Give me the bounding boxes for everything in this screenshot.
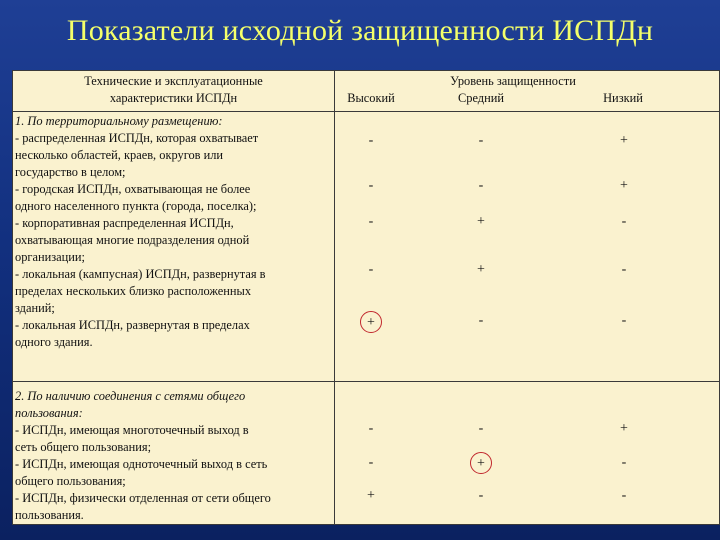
section1-line: несколько областей, краев, округов или <box>15 148 224 162</box>
section2-line: пользования. <box>15 508 84 522</box>
s2-row2-high-mark: - <box>368 455 374 470</box>
s2-row1-low-mark: + <box>620 421 628 436</box>
section1-line: охватывающая многие подразделения одной <box>15 233 250 247</box>
slide-title: Показатели исходной защищенности ИСПДн <box>66 14 654 47</box>
header-level-low: Низкий <box>603 91 643 105</box>
header-characteristics-line1: Технические и эксплуатационные <box>84 74 263 88</box>
header-level-group: Уровень защищенности <box>450 74 576 88</box>
section1-heading: 1. По территориальному размещению: <box>15 114 223 128</box>
s2-row2-low-mark: - <box>621 455 627 470</box>
section1-line: - локальная ИСПДн, развернутая в пределах <box>15 318 250 332</box>
section2-line: сеть общего пользования; <box>15 440 152 454</box>
s1-row1-low-mark: + <box>620 133 628 148</box>
header-divider <box>13 111 719 112</box>
s2-row3-medium-mark: - <box>478 488 484 503</box>
section2-line: общего пользования; <box>15 474 126 488</box>
header-characteristics-line2: характеристики ИСПДн <box>109 91 238 105</box>
s1-row5-high-mark-circled: + <box>360 311 382 333</box>
column-divider <box>334 71 335 524</box>
section1-line: зданий; <box>15 301 55 315</box>
section2-line: - ИСПДн, физически отделенная от сети общего <box>15 491 271 505</box>
s1-row5-medium-mark: - <box>478 313 484 328</box>
s1-row4-low-mark: - <box>621 262 627 277</box>
s1-row2-medium-mark: - <box>478 178 484 193</box>
s2-row1-medium-mark: - <box>478 421 484 436</box>
security-table <box>12 70 720 525</box>
s1-row2-high-mark: - <box>368 178 374 193</box>
section2-heading-line1: 2. По наличию соединения с сетями общего <box>15 389 246 403</box>
s1-row4-medium-mark: + <box>477 262 485 277</box>
s2-row1-high-mark: - <box>368 421 374 436</box>
s1-row3-low-mark: - <box>621 214 627 229</box>
section1-line: - городская ИСПДн, охватывающая не более <box>15 182 251 196</box>
s2-row3-high-mark: + <box>367 488 375 503</box>
s1-row1-medium-mark: - <box>478 133 484 148</box>
section1-line: - распределенная ИСПДн, которая охватывает <box>15 131 259 145</box>
section1-line: одного населенного пункта (города, поселка); <box>15 199 257 213</box>
section1-line: - локальная (кампусная) ИСПДн, развернутая в <box>15 267 266 281</box>
s1-row3-high-mark: - <box>368 214 374 229</box>
header-level-medium: Средний <box>458 91 504 105</box>
section2-line: - ИСПДн, имеющая одноточечный выход в сеть <box>15 457 268 471</box>
section1-line: пределах нескольких близко расположенных <box>15 284 252 298</box>
s1-row4-high-mark: - <box>368 262 374 277</box>
section1-line: одного здания. <box>15 335 93 349</box>
s1-row3-medium-mark: + <box>477 214 485 229</box>
section1-line: организации; <box>15 250 85 264</box>
s1-row2-low-mark: + <box>620 178 628 193</box>
s1-row1-high-mark: - <box>368 133 374 148</box>
section-divider <box>13 381 719 382</box>
section1-line: - корпоративная распределенная ИСПДн, <box>15 216 234 230</box>
header-level-high: Высокий <box>347 91 395 105</box>
s2-row2-medium-mark-circled: + <box>470 452 492 474</box>
section1-line: государство в целом; <box>15 165 126 179</box>
section2-line: - ИСПДн, имеющая многоточечный выход в <box>15 423 249 437</box>
s1-row5-low-mark: - <box>621 313 627 328</box>
section2-heading-line2: пользования: <box>15 406 83 420</box>
s2-row3-low-mark: - <box>621 488 627 503</box>
